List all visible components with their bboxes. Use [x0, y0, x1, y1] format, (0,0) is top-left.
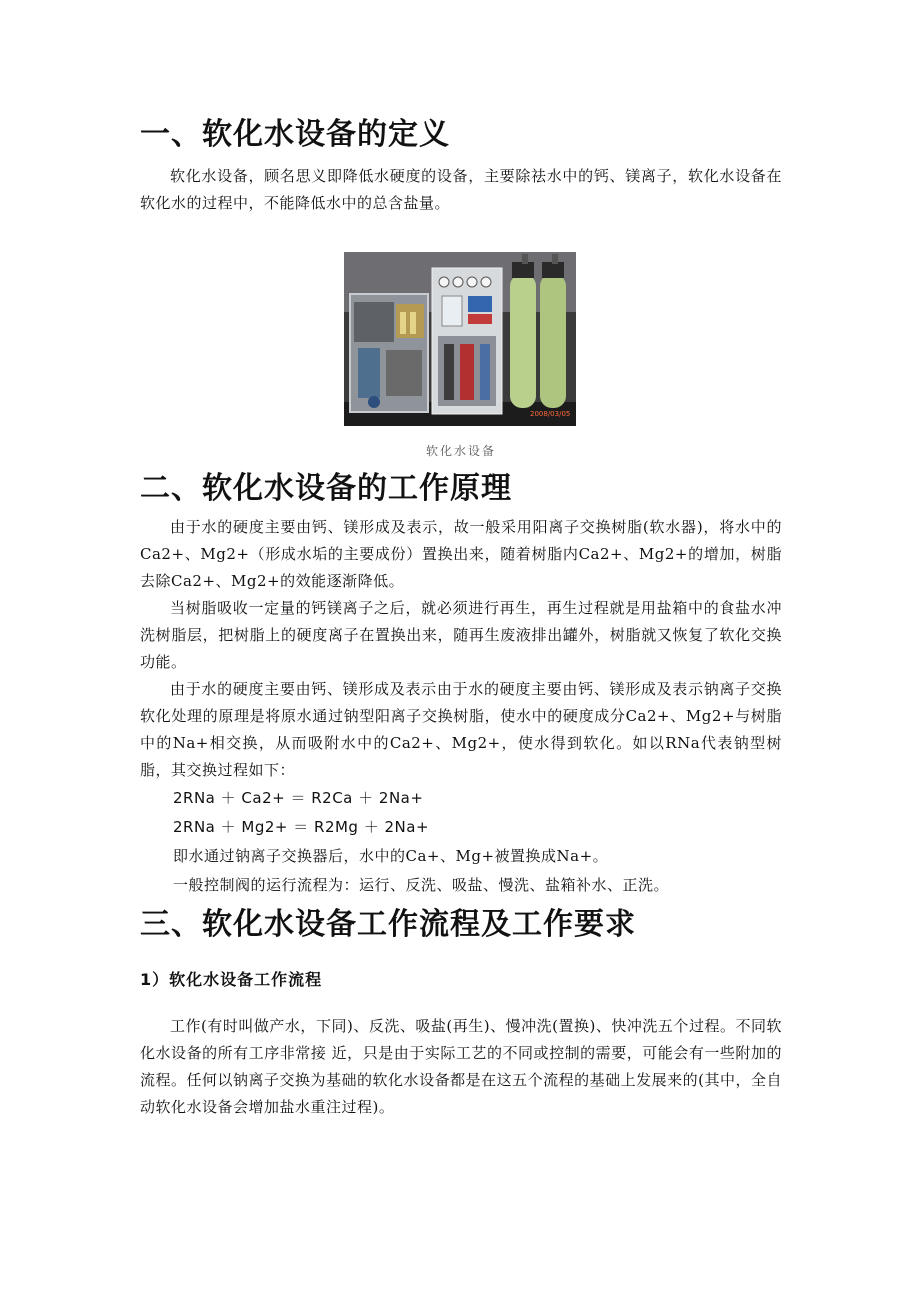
control-valve-flow-line: 一般控制阀的运行流程为：运行、反洗、吸盐、慢洗、盐箱补水、正洗。: [173, 876, 670, 894]
section-1-title: 一、软化水设备的定义: [140, 117, 450, 152]
section-2-title: 二、软化水设备的工作原理: [140, 471, 512, 506]
section-3-title: 三、软化水设备工作流程及工作要求: [140, 907, 636, 942]
section-1-paragraph: 软化水设备，顾名思义即降低水硬度的设备，主要除祛水中的钙、镁离子，软化水设备在软化水的过程中，不能降低水中的总含盐量。: [140, 167, 782, 212]
equipment-illustration: [344, 252, 576, 426]
section-3-paragraph-1: 工作(有时叫做产水，下同)、反洗、吸盐(再生)、慢冲洗(置换)、快冲洗五个过程。不同软化水设备的所有工序非常接 近，只是由于实际工艺的不同或控制的需要，可能会有一些附加的流程。任何以钠离子交换为基础的软化水设备都是在这五个流程的基础上发展来的(其中，全自动软化水设备会增加盐水重注过程)。: [140, 1017, 782, 1116]
equation-magnesium: 2RNa ＋ Mg2+ ＝ R2Mg ＋ 2Na+: [173, 818, 430, 836]
section-2-paragraph-3: 由于水的硬度主要由钙、镁形成及表示由于水的硬度主要由钙、镁形成及表示钠离子交换软化处理的原理是将原水通过钠型阳离子交换树脂，使水中的硬度成分Ca2+、Mg2+与树脂中的Na+相交换，从而吸附水中的Ca2+、Mg2+，使水得到软化。如以RNa代表钠型树脂，其交换过程如下：: [140, 680, 782, 779]
exchange-result-line: 即水通过钠离子交换器后，水中的Ca+、Mg+被置换成Na+。: [173, 847, 609, 865]
section-2-body: [140, 514, 782, 900]
section-2-paragraph-2: 当树脂吸收一定量的钙镁离子之后，就必须进行再生，再生过程就是用盐箱中的食盐水冲洗树脂层，把树脂上的硬度离子在置换出来，随再生废液排出罐外，树脂就又恢复了软化交换功能。: [140, 599, 782, 671]
equation-calcium: 2RNa ＋ Ca2+ ＝ R2Ca ＋ 2Na+: [173, 789, 424, 807]
figure-caption: 软化水设备: [425, 444, 496, 458]
section-2-paragraph-1: 由于水的硬度主要由钙、镁形成及表示，故一般采用阳离子交换树脂(软水器)，将水中的Ca2+、Mg2+（形成水垢的主要成份）置换出来，随着树脂内Ca2+、Mg2+的增加，树脂去除Ca2+、Mg2+的效能逐渐降低。: [140, 518, 782, 590]
section-3-subtitle-1: 1）软化水设备工作流程: [140, 970, 323, 989]
photo-date-stamp: 2008/03/05: [530, 410, 571, 418]
water-softener-photo: [344, 252, 576, 426]
